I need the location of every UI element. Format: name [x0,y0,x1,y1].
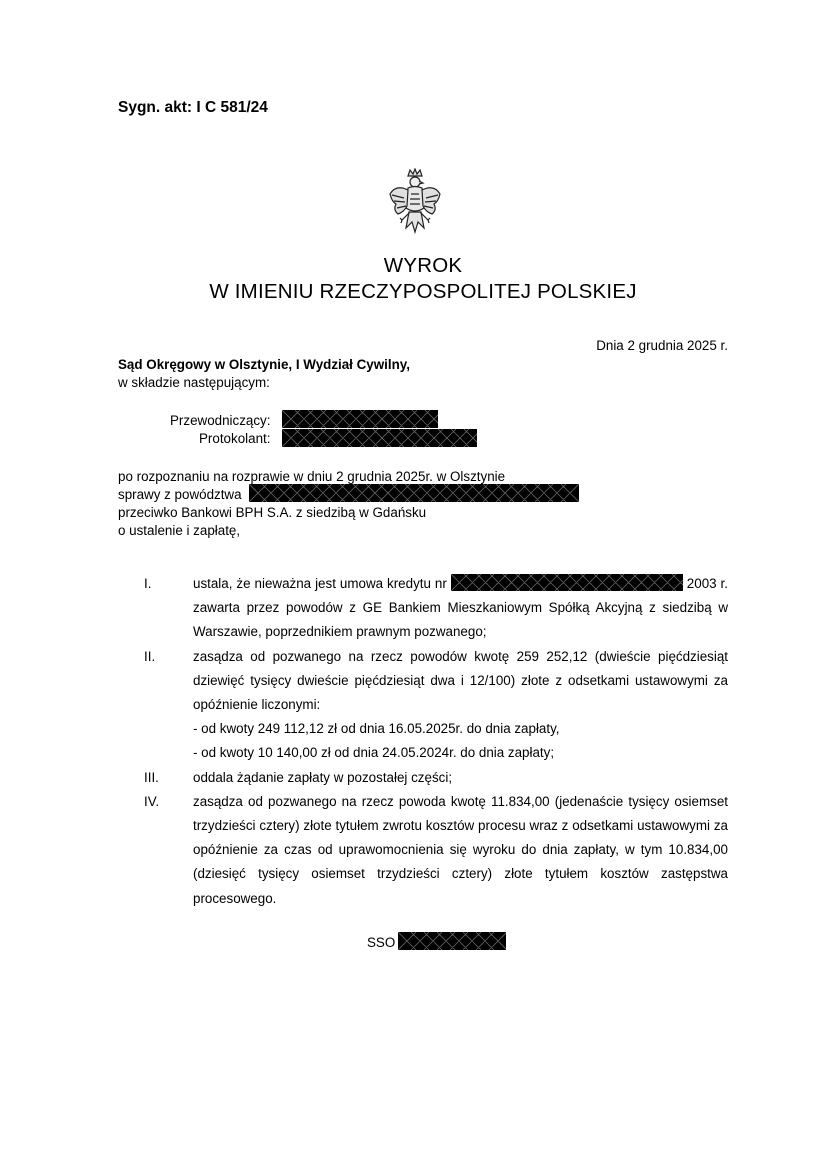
ruling-text: zasądza od pozwanego na rzecz powoda kwotę 11.834,00 (jedenaście tysięcy osiemset trzydzieści cztery) złote tytułem zwrotu kosztów procesu wraz z odsetkami ustawowymi za opóźnienie za czas od uprawomocnienia się wyroku do dnia zapłaty, w tym 10.834,00 (dziesięć tysięcy osiemset trzydzieści cztery) złote tytułem kosztów zastępstwa procesowego. [193,793,728,906]
signature-prefix: SSO [367,935,396,950]
ruling-item [118,572,728,645]
ruling-number: I. [144,576,152,591]
redaction-block-icon [398,932,506,950]
judgment-date: Dnia 2 grudnia 2025 r. [596,338,728,353]
court-name: Sąd Okręgowy w Olsztynie, I Wydział Cywilny, [118,357,410,372]
ruling-text: oddala żądanie zapłaty w pozostałej części; [193,769,453,785]
ruling-number: III. [144,769,159,785]
intro-line: sprawy z powództwa [118,487,242,502]
judgment-subtitle: W IMIENIU RZECZYPOSPOLITEJ POLSKIEJ [209,280,637,303]
ruling-number: IV. [144,793,160,809]
presiding-judge-label: Przewodniczący: [170,413,271,428]
redaction-block-icon [249,484,579,502]
ruling-text: ustala, że nieważna jest umowa kredytu nr [193,576,447,591]
composition-label: w składzie następującym: [118,375,270,390]
ruling-item [118,645,728,766]
intro-line: o ustalenie i zapłatę, [118,523,241,538]
intro-line: po rozpoznaniu na rozprawie w dniu 2 grudnia 2025r. w Olsztynie [118,469,506,484]
polish-eagle-emblem-icon [388,168,442,238]
ruling-text: 2003 r. zawarta przez powodów z GE Bankiem Mieszkaniowym Spółką Akcyjną z siedzibą w Warszawie, poprzednikiem prawnym pozwanego; [193,576,728,640]
ruling-list [118,572,728,911]
ruling-item [118,766,728,790]
redaction-block-icon [282,410,438,428]
ruling-item [118,790,728,911]
ruling-subpoint: - od kwoty 249 112,12 zł od dnia 16.05.2025r. do dnia zapłaty, [193,721,560,737]
case-reference: Sygn. akt: I C 581/24 [118,99,268,116]
redaction-block-icon [451,574,683,591]
judgment-title: WYROK [383,254,463,277]
redaction-block-icon [282,429,477,447]
ruling-number: II. [144,648,156,664]
clerk-label: Protokolant: [199,431,271,446]
ruling-text: zasądza od pozwanego na rzecz powodów kwotę 259 252,12 (dwieście pięćdziesiąt dziewięć tysięcy dwieście pięćdziesiąt dwa i 12/100) złote z odsetkami ustawowymi za opóźnienie liczonymi: [193,648,728,713]
intro-line: przeciwko Bankowi BPH S.A. z siedzibą w Gdańsku [118,505,427,520]
ruling-subpoint: - od kwoty 10 140,00 zł od dnia 24.05.2024r. do dnia zapłaty; [193,745,555,761]
